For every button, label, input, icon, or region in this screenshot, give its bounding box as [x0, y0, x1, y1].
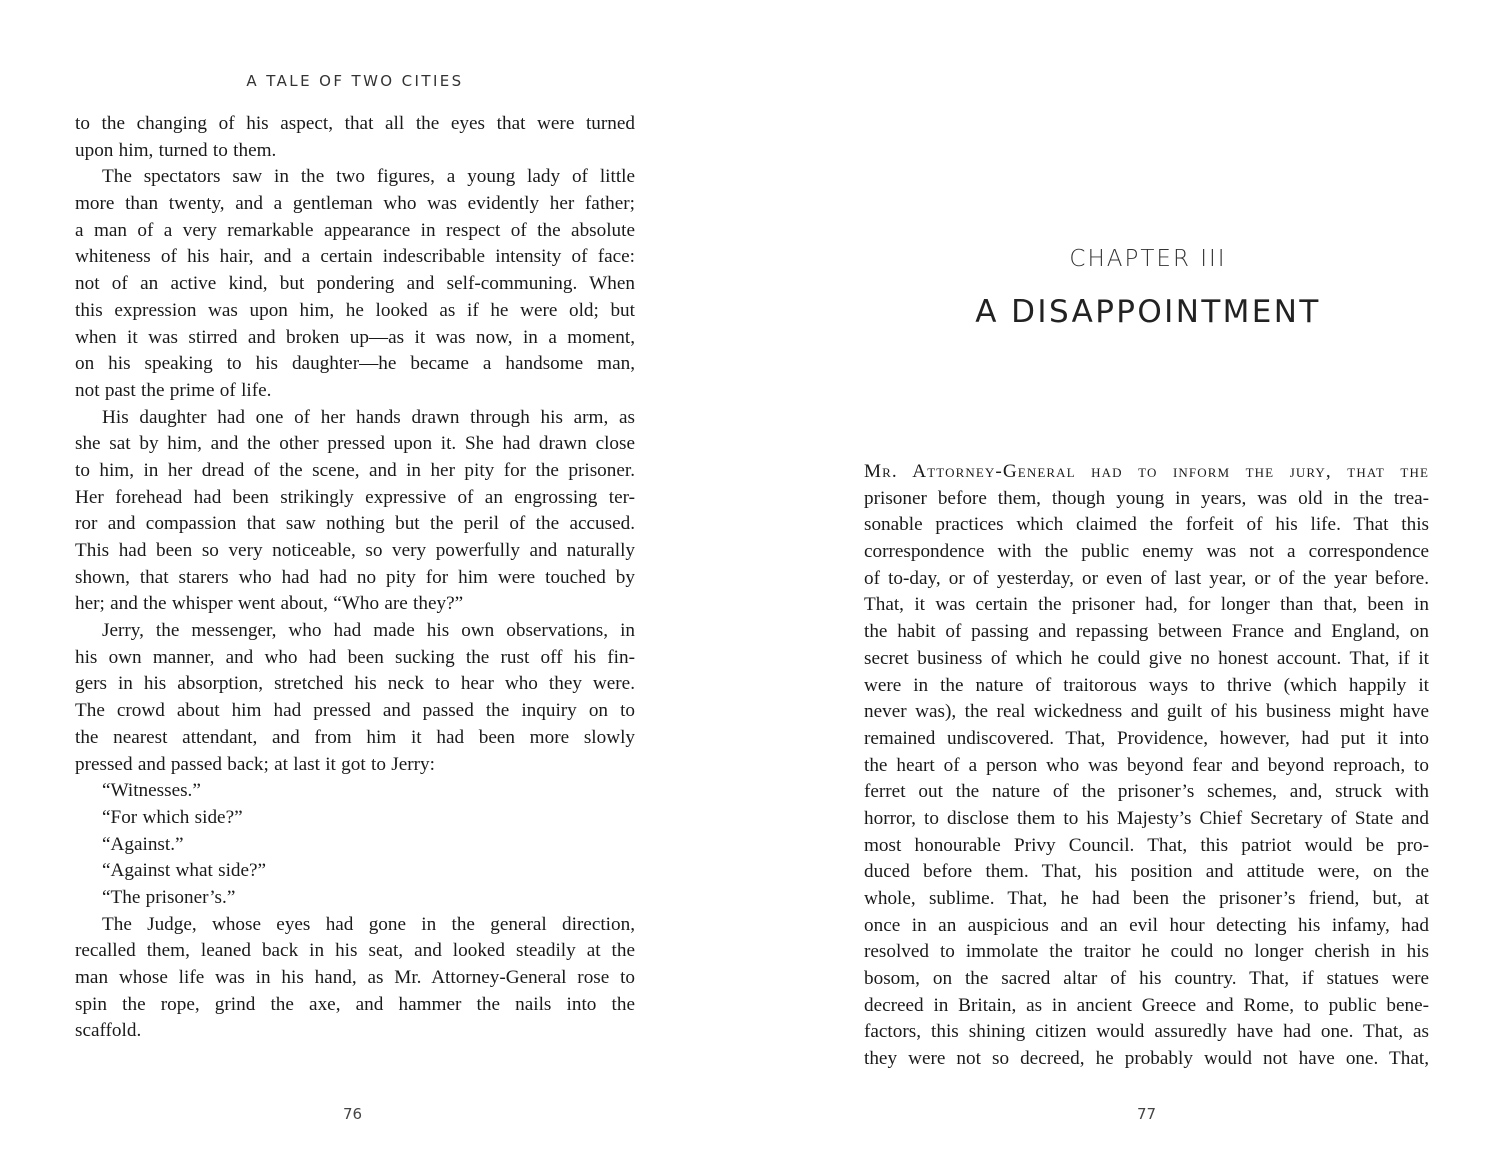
text-line: man whose life was in his hand, as Mr. Attorney-General rose to	[75, 967, 635, 988]
text-line: recalled them, leaned back in his seat, and looked steadily at the	[75, 940, 635, 962]
page-number-left: 76	[343, 1105, 363, 1123]
text-line: Jerry, the messenger, who had made his own observations, in	[102, 620, 635, 642]
text-line: duced before them. That, his position and attitude were, on the	[864, 861, 1429, 883]
text-line: this expression was upon him, he looked as if he were old; but	[75, 299, 635, 321]
text-line: when it was stirred and broken up—as it was now, in a moment,	[75, 326, 635, 348]
text-line: “The prisoner’s.”	[102, 886, 236, 908]
text-line: ferret out the nature of the prisoner’s schemes, and, struck with	[864, 781, 1429, 803]
text-line: This had been so very noticeable, so very powerfully and naturally	[75, 540, 635, 561]
text-line: to him, in her dread of the scene, and in her pity for the prisoner.	[75, 459, 635, 481]
text-line: ror and compassion that saw nothing but the peril of the accused.	[75, 513, 635, 535]
text-line: of to-day, or of yesterday, or even of last year, or of the year before.	[864, 567, 1429, 589]
text-line: sonable practices which claimed the forfeit of his life. That this	[864, 514, 1429, 536]
text-line: resolved to immolate the traitor he could no longer cherish in his	[864, 941, 1429, 963]
text-line: his own manner, and who had been sucking the rust off his fin-	[75, 646, 635, 668]
text-line: That, it was certain the prisoner had, for longer than that, been in	[864, 594, 1429, 616]
text-line: Her forehead had been strikingly expressive of an engrossing ter-	[75, 486, 635, 508]
text-line: remained undiscovered. That, Providence, however, had put it into	[864, 727, 1429, 749]
text-line: pressed and passed back; at last it got to Jerry:	[75, 753, 435, 775]
text-line: scaffold.	[75, 1020, 142, 1042]
text-line: to the changing of his aspect, that all the eyes that were turned	[75, 113, 635, 134]
page-number-right: 77	[1137, 1105, 1157, 1123]
text-line: most honourable Privy Council. That, this patriot would be pro-	[864, 834, 1429, 856]
right-body-text	[864, 459, 1429, 1073]
text-line: whiteness of his hair, and a certain indescribable intensity of face:	[75, 246, 635, 268]
text-line: “For which side?”	[102, 806, 243, 828]
text-line: The crowd about him had pressed and passed the inquiry on to	[75, 700, 635, 722]
text-line: not past the prime of life.	[75, 379, 272, 401]
left-body-text	[75, 111, 635, 1045]
text-line: horror, to disclose them to his Majesty’s Chief Secretary of State and	[864, 807, 1429, 829]
running-head: A TALE OF TWO CITIES	[246, 72, 464, 90]
text-line: shown, that starers who had had no pity for him were touched by	[75, 566, 635, 588]
text-line: “Against what side?”	[102, 860, 267, 882]
text-line: her; and the whisper went about, “Who are they?”	[75, 593, 464, 615]
text-line: once in an auspicious and an evil hour detecting his infamy, had	[864, 914, 1429, 936]
text-line: more than twenty, and a gentleman who was evidently her father;	[75, 193, 635, 215]
text-line: gers in his absorption, stretched his neck to hear who they were.	[75, 673, 635, 695]
text-line: correspondence with the public enemy was not a correspondence	[864, 541, 1429, 563]
text-line: they were not so decreed, he probably would not have one. That,	[864, 1048, 1429, 1070]
chapter-lead-line: Mr. Attorney-General had to inform the jury, that the	[864, 461, 1429, 482]
text-line: were in the nature of traitorous ways to thrive (which happily it	[864, 674, 1429, 696]
text-line: “Witnesses.”	[102, 780, 201, 802]
text-line: “Against.”	[102, 833, 184, 855]
text-line: she sat by him, and the other pressed upon it. She had drawn close	[75, 433, 635, 455]
text-line: factors, this shining citizen would assuredly have had one. That, as	[864, 1021, 1429, 1043]
text-line: upon him, turned to them.	[75, 139, 277, 161]
text-line: The Judge, whose eyes had gone in the general direction,	[102, 913, 635, 935]
text-line: not of an active kind, but pondering and self-communing. When	[75, 273, 635, 295]
text-line: whole, sublime. That, he had been the prisoner’s friend, but, at	[864, 888, 1429, 909]
text-line: decreed in Britain, as in ancient Greece and Rome, to public bene-	[864, 994, 1429, 1016]
text-line: the heart of a person who was beyond fear and beyond reproach, to	[864, 754, 1429, 776]
text-line: the nearest attendant, and from him it had been more slowly	[75, 726, 635, 748]
text-line: a man of a very remarkable appearance in respect of the absolute	[75, 219, 635, 241]
text-line: secret business of which he could give no honest account. That, if it	[864, 647, 1429, 669]
text-line: prisoner before them, though young in years, was old in the trea-	[864, 487, 1429, 509]
text-line: never was), the real wickedness and guilt of his business might have	[864, 701, 1429, 723]
right-page	[750, 0, 1500, 1163]
text-line: the habit of passing and repassing between France and England, on	[864, 621, 1429, 643]
text-line: spin the rope, grind the axe, and hammer the nails into the	[75, 993, 635, 1015]
text-line: on his speaking to his daughter—he became a handsome man,	[75, 353, 635, 375]
chapter-title: A DISAPPOINTMENT	[975, 294, 1321, 330]
text-line: bosom, on the sacred altar of his country. That, if statues were	[864, 968, 1429, 990]
text-line: His daughter had one of her hands drawn through his arm, as	[102, 406, 635, 428]
chapter-number: CHAPTER III	[1069, 246, 1227, 272]
text-line: The spectators saw in the two figures, a young lady of little	[102, 166, 635, 188]
